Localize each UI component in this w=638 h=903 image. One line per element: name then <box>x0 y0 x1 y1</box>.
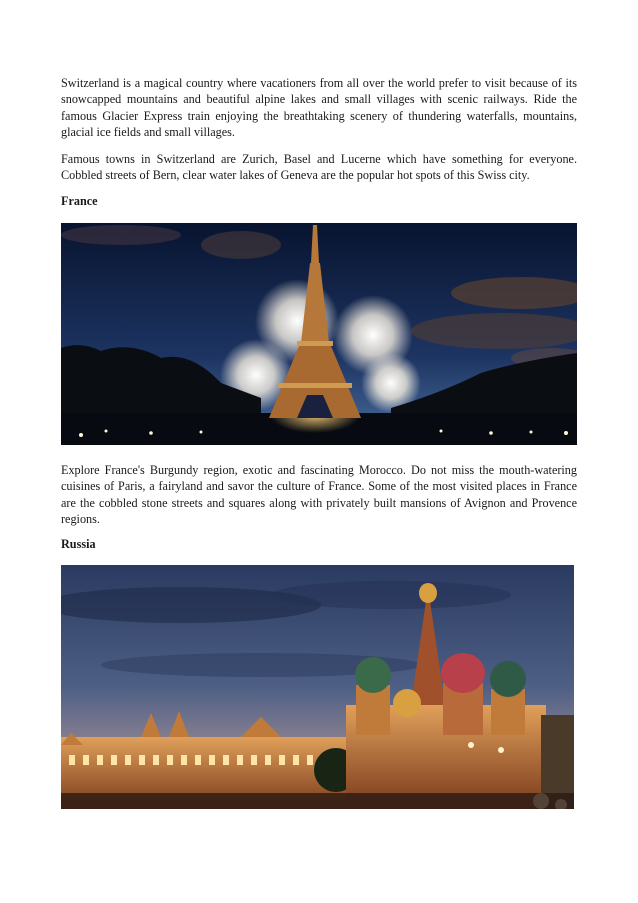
russia-heading: Russia <box>61 537 96 551</box>
eiffel-tower-fireworks-photo <box>61 223 577 445</box>
saint-basils-cathedral-photo <box>61 565 574 809</box>
switzerland-paragraph-2: Famous towns in Switzerland are Zurich, Basel and Lucerne which have something for everyone. Cobbled streets of Bern, clear water lakes of Geneva are the popular hot spots of this Swiss city. <box>61 152 577 183</box>
france-heading: France <box>61 194 98 208</box>
switzerland-paragraph-1: Switzerland is a magical country where vacationers from all over the world prefer to visit because of its snowcapped mountains and beautiful alpine lakes and small villages with scenic railways. Ride the famous Glacier Express train enjoying the breathtaking scenery of thundering waterfalls, mountains, glacial ice fields and small villages. <box>61 76 577 139</box>
france-paragraph: Explore France's Burgundy region, exotic and fascinating Morocco. Do not miss the mouth-watering cuisines of Paris, a fairyland and savor the culture of France. Some of the most visited places in France are the cobbled stone streets and squares along with privately built mansions of Avignon and Provence regions. <box>61 463 577 526</box>
